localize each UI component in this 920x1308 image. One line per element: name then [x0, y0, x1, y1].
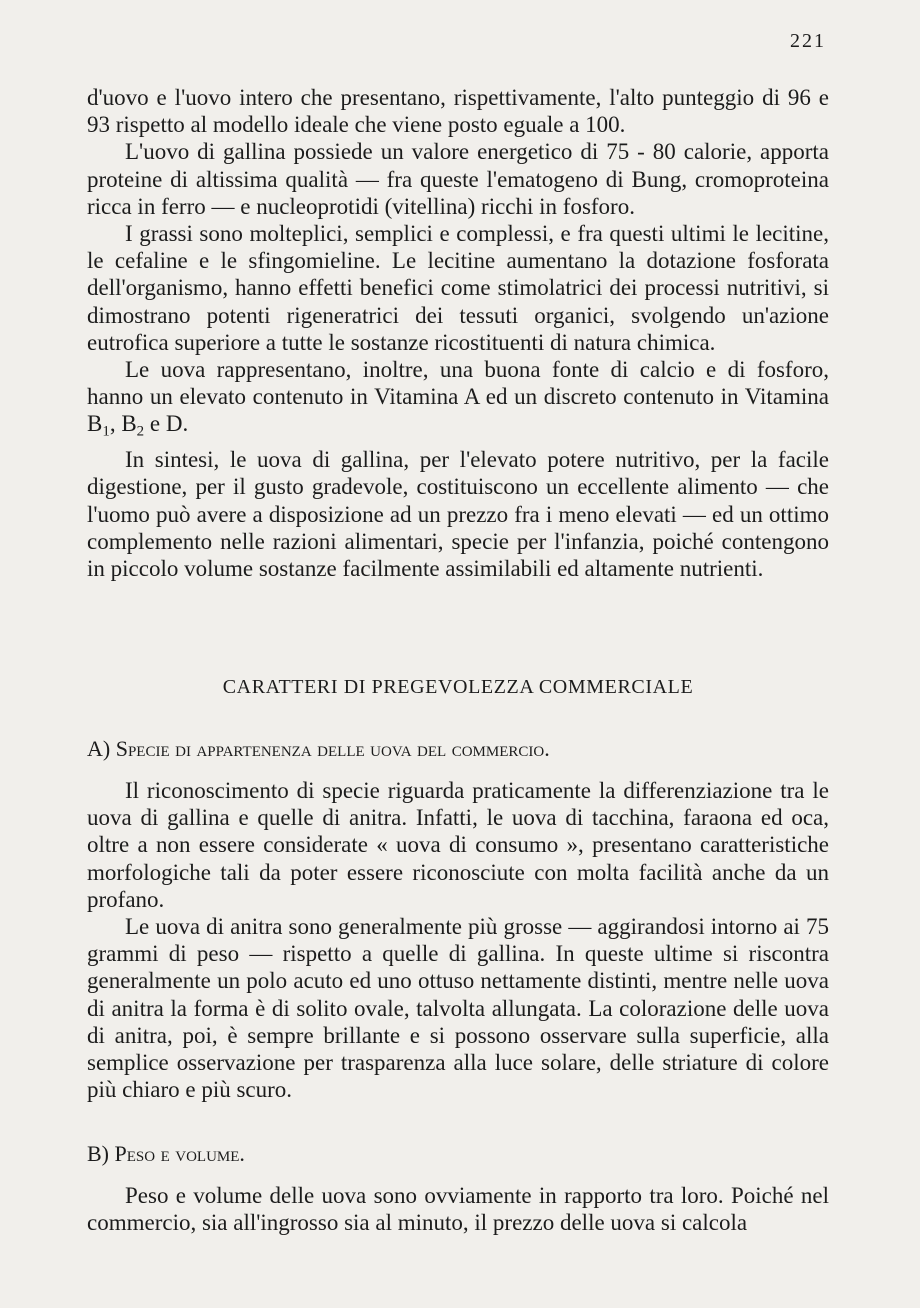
page-number: 221: [790, 30, 826, 52]
section-a-title: Specie di appartenenza delle uova del commercio.: [115, 736, 550, 761]
section-b-text: [87, 1182, 829, 1236]
paragraph: d'uovo e l'uovo intero che presentano, rispettivamente, l'alto punteggio di 96 e 93 rispetto al modello ideale che viene posto eguale a 100.: [87, 85, 829, 138]
section-b-heading: [87, 1141, 829, 1167]
paragraph-vitamins: Le uova rappresentano, inoltre, una buona fonte di calcio e di fosforo, hanno un elevato contenuto in Vitamina A ed un discreto contenuto in Vitamina $B_1$, $B_2$ e D.: [87, 357, 829, 440]
paragraph: I grassi sono molteplici, semplici e complessi, e fra questi ultimi le lecitine, le cefaline e le sfingomieline. Le lecitine aumentano la dotazione fosforata dell'organismo, hanno effetti benefici come stimolatrici dei processi nutritivi, si dimostrano potenti rigeneratrici dei tessuti organici, svolgendo un'azione eutrofica superiore a tutte le sostanze ricostituenti di natura chimica.: [87, 221, 829, 355]
paragraph: In sintesi, le uova di gallina, per l'elevato potere nutritivo, per la facile digestione, per il gusto gradevole, costituiscono un eccellente alimento — che l'uomo può avere a disposizione ad un prezzo fra i meno elevati — ed un ottimo complemento nelle razioni alimentari, specie per l'infanzia, poiché contengono in piccolo volume sostanze facilmente assimilabili ed altamente nutrienti.: [87, 447, 829, 581]
section-b-marker: B): [87, 1141, 109, 1166]
section-b-title: Peso e volume.: [114, 1141, 245, 1166]
intro-text: [87, 84, 829, 582]
section-a-text: [87, 777, 829, 1103]
section-title: CARATTERI DI PREGEVOLEZZA COMMERCIALE: [222, 676, 694, 698]
section-a-marker: A): [87, 736, 111, 761]
paragraph: Il riconoscimento di specie riguarda praticamente la differenziazione tra le uova di gallina e quelle di anitra. Infatti, le uova di tacchina, faraona ed oca, oltre a non essere considerate « uova di consumo », presentano caratteristiche morfologiche tali da poter essere riconosciute con molta facilità anche da un profano.: [87, 778, 829, 912]
paragraph: L'uovo di gallina possiede un valore energetico di 75 - 80 calorie, apporta proteine di altissima qualità — fra queste l'ematogeno di Bung, cromoproteina ricca in ferro — e nucleoprotidi (vitellina) ricchi in fosforo.: [87, 139, 829, 219]
section-a-heading: [87, 736, 829, 762]
paragraph: Peso e volume delle uova sono ovviamente in rapporto tra loro. Poiché nel commercio, sia all'ingrosso sia al minuto, il prezzo delle uova si calcola: [87, 1183, 829, 1236]
paragraph: Le uova di anitra sono generalmente più grosse — aggirandosi intorno ai 75 grammi di peso — rispetto a quelle di gallina. In queste ultime si riscontra generalmente un polo acuto ed uno ottuso nettamente distinti, mentre nelle uova di anitra la forma è di solito ovale, talvolta allungata. La colorazione delle uova di anitra, poi, è sempre brillante e si possono osservare sulla superficie, alla semplice osservazione per trasparenza alla luce solare, delle striature di colore più chiaro e più scuro.: [87, 914, 829, 1103]
